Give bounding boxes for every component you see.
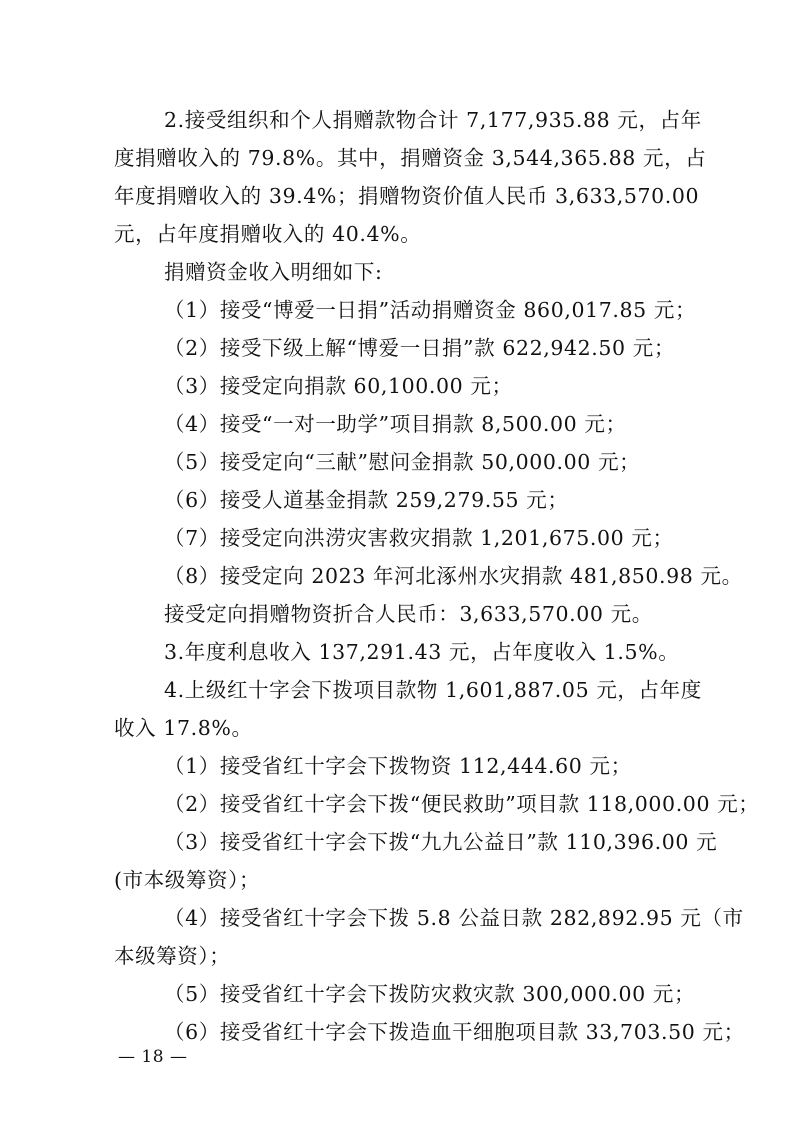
list-item-b4: （4）接受省红十字会下拨 5.8 公益日款 282,892.95 元（市 bbox=[164, 906, 744, 930]
list-item-7: （7）接受定向洪涝灾害救灾捐款 1,201,675.00 元； bbox=[164, 526, 674, 550]
paragraph-line-1: 2.接受组织和个人捐赠款物合计 7,177,935.88 元，占年 bbox=[164, 108, 702, 132]
paragraph-line-17: 收入 17.8%。 bbox=[114, 716, 253, 740]
page-number: — 18 — bbox=[118, 1047, 188, 1067]
list-item-b3: （3）接受省红十字会下拨“九九公益日”款 110,396.00 元 bbox=[164, 830, 718, 854]
list-item-b5: （5）接受省红十字会下拨防灾救灾款 300,000.00 元； bbox=[164, 982, 696, 1006]
list-item-1: （1）接受“博爱一日捐”活动捐赠资金 860,017.85 元； bbox=[164, 298, 697, 322]
list-item-b1: （1）接受省红十字会下拨物资 112,444.60 元； bbox=[164, 754, 632, 778]
list-item-5: （5）接受定向“三献”慰问金捐款 50,000.00 元； bbox=[164, 450, 641, 474]
paragraph-line-3: 年度捐赠收入的 39.4%；捐赠物资价值人民币 3,633,570.00 bbox=[114, 184, 700, 208]
list-item-6: （6）接受人道基金捐款 259,279.55 元； bbox=[164, 488, 569, 512]
paragraph-line-16: 4.上级红十字会下拨项目款物 1,601,887.05 元，占年度 bbox=[164, 678, 702, 702]
summary-line: 接受定向捐赠物资折合人民币：3,633,570.00 元。 bbox=[164, 602, 653, 626]
list-item-2: （2）接受下级上解“博爱一日捐”款 622,942.50 元； bbox=[164, 336, 676, 360]
list-item-3: （3）接受定向捐款 60,100.00 元； bbox=[164, 374, 513, 398]
list-item-b3-cont: (市本级筹资）； bbox=[114, 868, 261, 892]
section-intro-line: 捐赠资金收入明细如下: bbox=[164, 260, 383, 284]
list-item-8: （8）接受定向 2023 年河北涿州水灾捐款 481,850.98 元。 bbox=[164, 564, 743, 588]
list-item-b2: （2）接受省红十字会下拨“便民救助”项目款 118,000.00 元； bbox=[164, 792, 760, 816]
list-item-b6: （6）接受省红十字会下拨造血干细胞项目款 33,703.50 元； bbox=[164, 1020, 745, 1044]
paragraph-line-4: 元，占年度捐赠收入的 40.4%。 bbox=[114, 222, 422, 246]
paragraph-interest-line: 3.年度利息收入 137,291.43 元，占年度收入 1.5%。 bbox=[164, 640, 680, 664]
list-item-4: （4）接受“一对一助学”项目捐款 8,500.00 元； bbox=[164, 412, 627, 436]
list-item-b4-cont: 本级筹资）； bbox=[114, 944, 231, 968]
paragraph-line-2: 度捐赠收入的 79.8%。其中，捐赠资金 3,544,365.88 元，占 bbox=[114, 146, 707, 170]
